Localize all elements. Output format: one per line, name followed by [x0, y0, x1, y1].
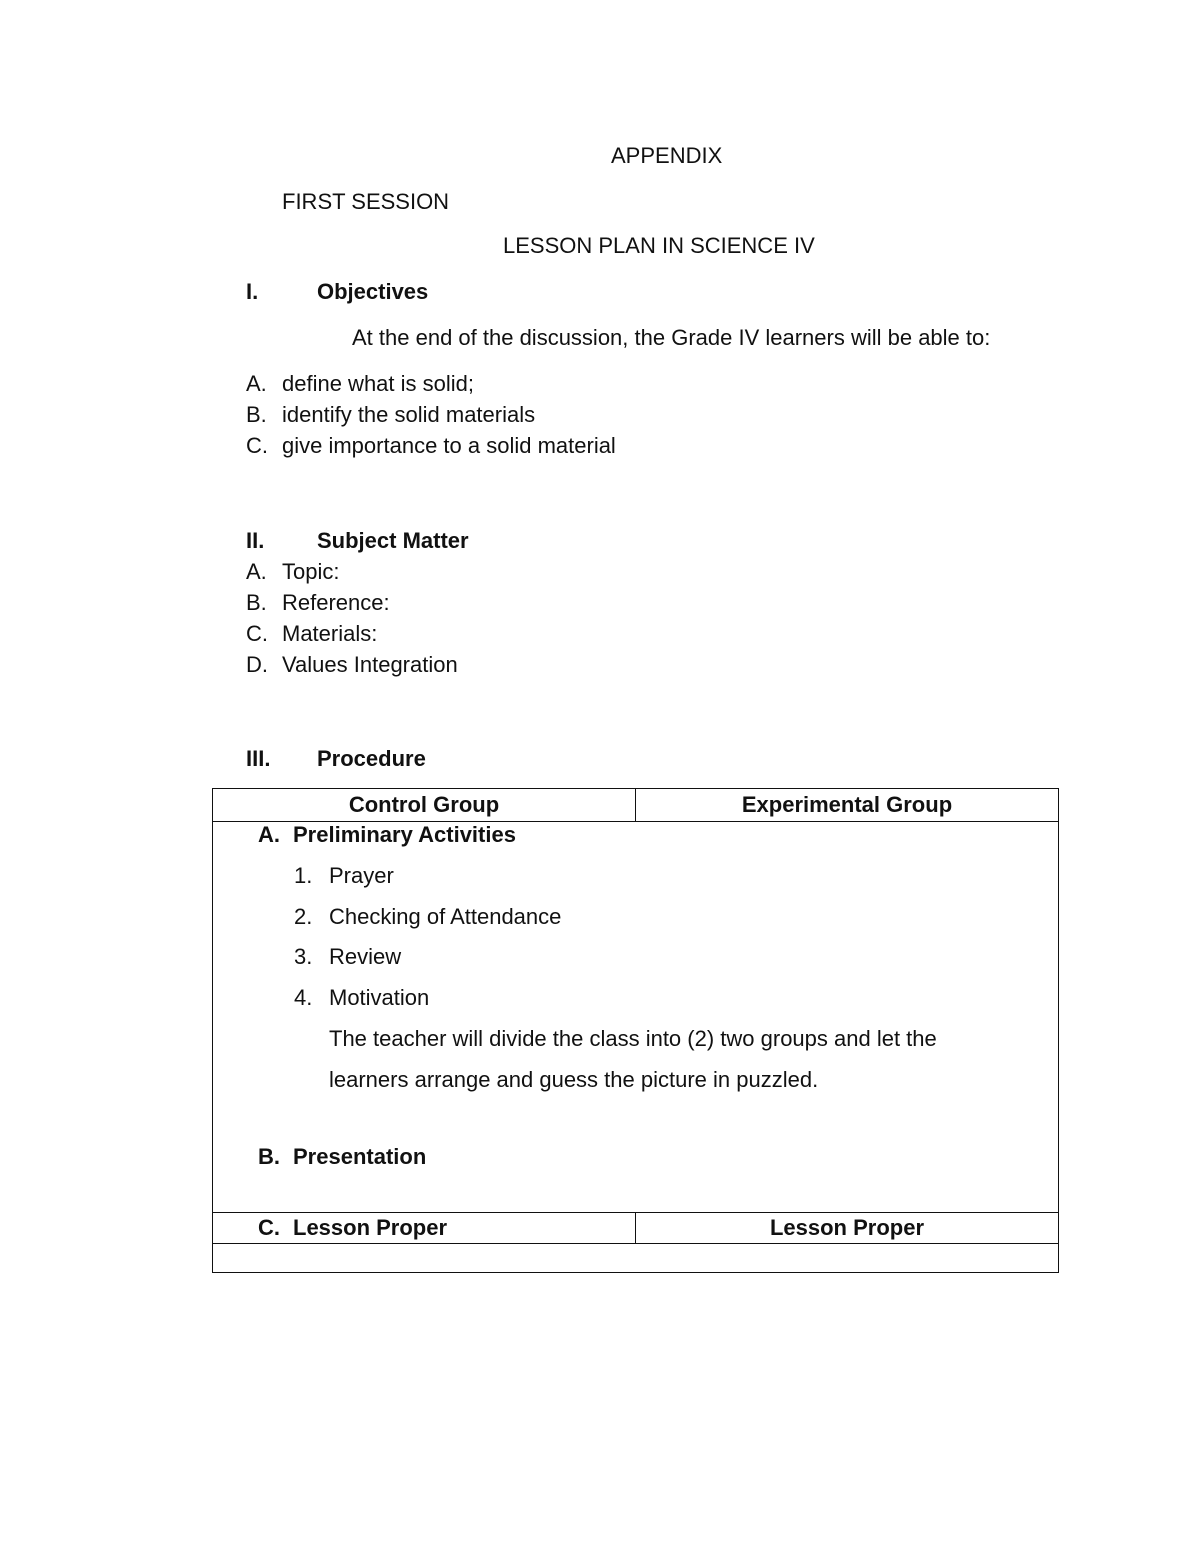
table-row	[213, 1244, 1059, 1273]
subject-matter-numeral: II.	[246, 528, 265, 553]
table-header-row	[213, 789, 1059, 822]
presentation-letter: B.	[258, 1144, 280, 1169]
control-group-header: Control Group	[213, 789, 636, 822]
subject-matter-item	[246, 652, 458, 678]
preliminary-heading: Preliminary Activities	[293, 822, 516, 847]
objective-item	[246, 433, 616, 459]
objective-letter: C.	[246, 433, 268, 458]
appendix-title: APPENDIX	[611, 143, 723, 168]
step-text: Review	[329, 944, 402, 969]
motivation-description-line: learners arrange and guess the picture in puzzled.	[329, 1067, 819, 1092]
subject-matter-text: Materials:	[282, 621, 378, 646]
subject-matter-text: Topic:	[282, 559, 340, 584]
subject-matter-letter: B.	[246, 590, 267, 615]
lesson-proper-letter: C.	[258, 1215, 280, 1240]
step-number: 1.	[294, 863, 313, 888]
subject-matter-letter: D.	[246, 652, 268, 677]
subject-matter-text: Values Integration	[282, 652, 458, 677]
objective-text: identify the solid materials	[282, 402, 536, 427]
objective-letter: A.	[246, 371, 267, 396]
objectives-numeral: I.	[246, 279, 259, 304]
table-row	[213, 1213, 1059, 1244]
preliminary-letter: A.	[258, 822, 280, 847]
procedure-heading: Procedure	[317, 746, 426, 771]
step-text: Prayer	[329, 863, 394, 888]
step-text: Checking of Attendance	[329, 904, 562, 929]
subject-matter-item	[246, 559, 339, 585]
empty-cell	[213, 1244, 1059, 1273]
procedure-numeral: III.	[246, 746, 271, 771]
preliminary-cell	[213, 822, 1059, 1213]
lesson-proper-experimental-cell	[636, 1213, 1059, 1244]
subject-matter-letter: A.	[246, 559, 267, 584]
session-label: FIRST SESSION	[282, 189, 450, 214]
subject-matter-heading: Subject Matter	[317, 528, 469, 553]
motivation-description-line: The teacher will divide the class into (2) two groups and let the	[329, 1026, 937, 1051]
objectives-intro: At the end of the discussion, the Grade IV learners will be able to:	[352, 325, 991, 350]
procedure-table	[212, 788, 1059, 1273]
subject-matter-text: Reference:	[282, 590, 390, 615]
objective-text: give importance to a solid material	[282, 433, 616, 458]
experimental-group-header: Experimental Group	[636, 789, 1059, 822]
subject-matter-item	[246, 621, 377, 647]
step-number: 4.	[294, 985, 313, 1010]
lesson-plan-title: LESSON PLAN IN SCIENCE IV	[503, 233, 815, 258]
subject-matter-letter: C.	[246, 621, 268, 646]
objective-letter: B.	[246, 402, 267, 427]
objective-item	[246, 371, 474, 397]
table-row	[213, 822, 1059, 1213]
objective-text: define what is solid;	[282, 371, 474, 396]
step-number: 3.	[294, 944, 313, 969]
objective-item	[246, 402, 535, 428]
subject-matter-item	[246, 590, 390, 616]
lesson-proper-control-cell	[213, 1213, 636, 1244]
objectives-heading: Objectives	[317, 279, 429, 304]
step-text: Motivation	[329, 985, 430, 1010]
presentation-heading: Presentation	[293, 1144, 427, 1169]
lesson-proper-control-label: Lesson Proper	[293, 1215, 448, 1240]
step-number: 2.	[294, 904, 313, 929]
lesson-proper-experimental-label: Lesson Proper	[769, 1215, 925, 1240]
